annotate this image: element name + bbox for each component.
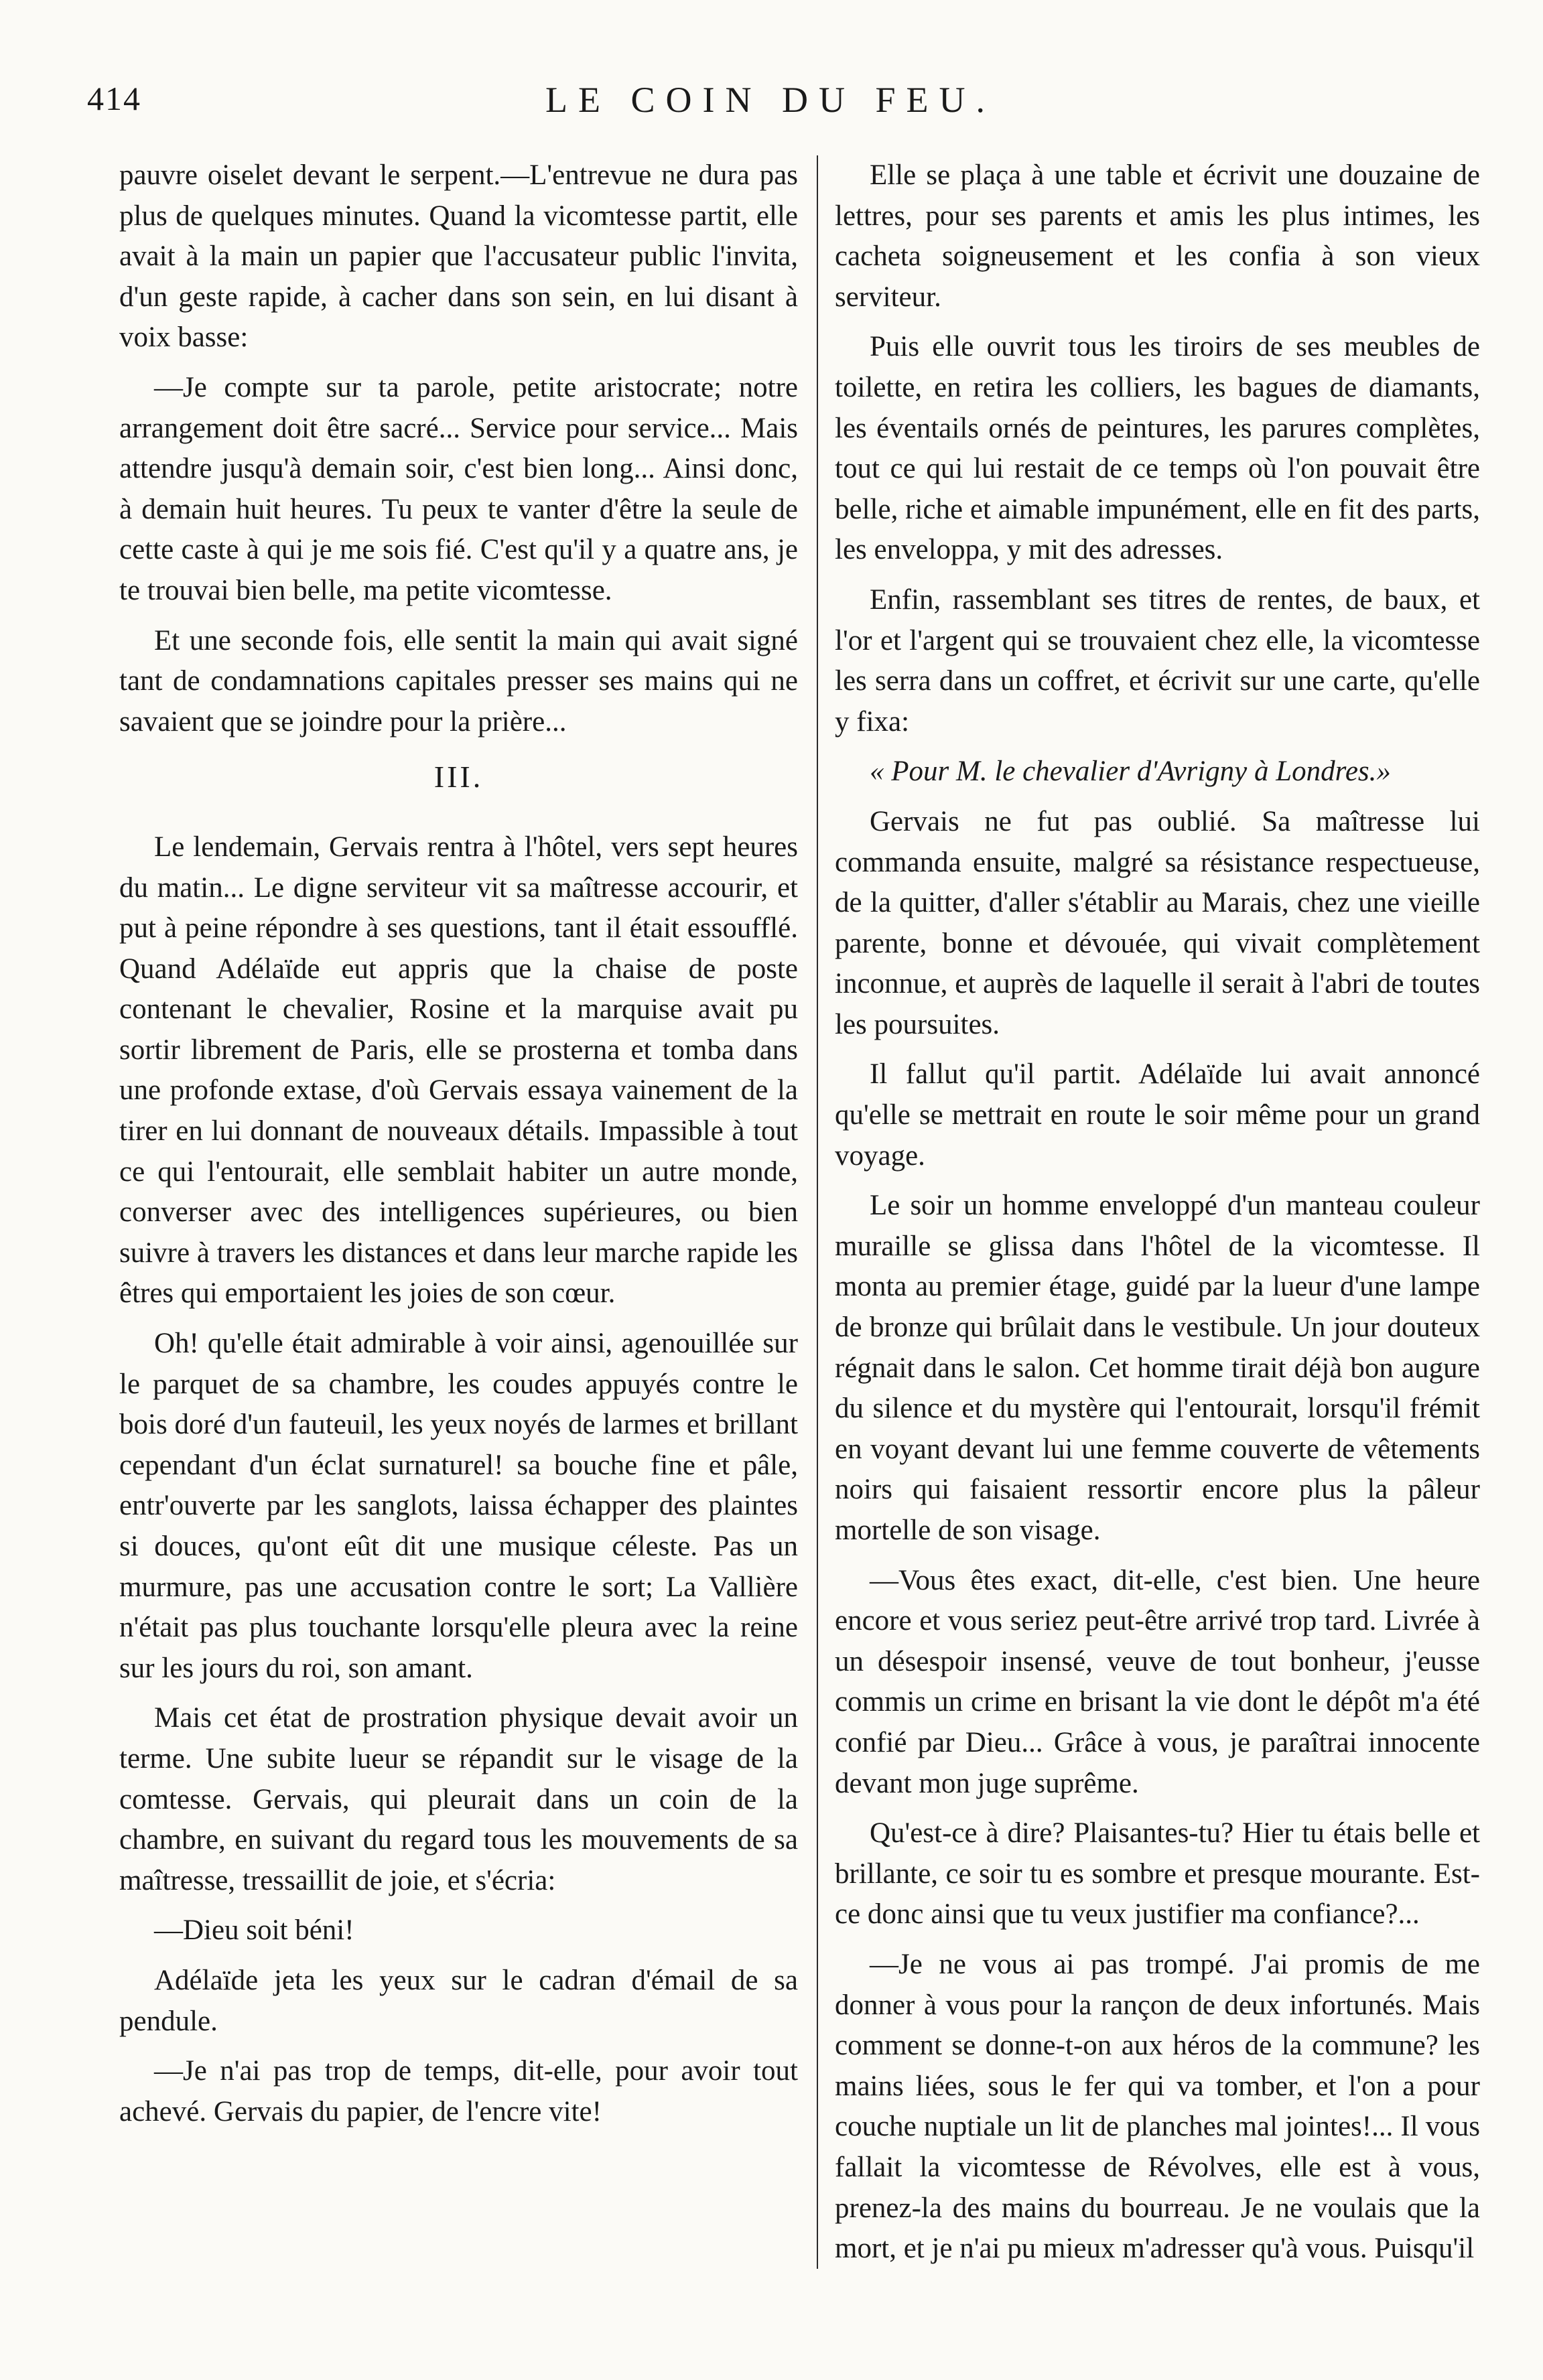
column-divider — [817, 155, 818, 2269]
paragraph: Elle se plaça à une table et écrivit une douzaine de lettres, pour ses parents et amis les plus intimes, les cacheta soigneusement et les confia à son vieux serviteur. — [835, 159, 1480, 313]
paragraph: Enfin, rassemblant ses titres de rentes, de baux, et l'or et l'argent qui se trouvaient chez elle, la vicomtesse les serra dans un coffret, et écrivit sur une carte, qu'elle y fixa: — [835, 583, 1480, 738]
paragraph: Le soir un homme enveloppé d'un manteau couleur muraille se glissa dans l'hôtel de la vicomtesse. Il monta au premier étage, guidé par la lueur d'une lampe de bronze qui brûlait dans le vestibule. Un jour douteux régnait dans le salon. Cet homme tirait déjà bon augure du silence et du mystère qui l'entourait, lorsqu'il frémit en voyant devant lui une femme couverte de vêtements noirs qui faisaient ressortir encore plus la pâleur mortelle de son visage. — [835, 1190, 1480, 1546]
paragraph: —Vous êtes exact, dit-elle, c'est bien. Une heure encore et vous seriez peut-être arrivé trop tard. Livrée à un désespoir insensé, veuve de tout bonheur, j'eusse commis un crime en brisant la vie dont le dépôt m'a été confié par Dieu... Grâce à vous, je paraîtrai innocente devant mon juge suprême. — [835, 1564, 1480, 1799]
paragraph: Et une seconde fois, elle sentit la main qui avait signé tant de condamnations capitales presser ses mains qui ne savaient que se joindre pour la prière... — [119, 624, 798, 738]
paragraph: —Je compte sur ta parole, petite aristocrate; notre arrangement doit être sacré... Service pour service... Mais attendre jusqu'à demain soir, c'est bien long... Ainsi donc, à demain huit heures. Tu peux te vanter d'être la seule de cette caste à qui je me sois fié. C'est qu'il y a quatre ans, je te trouvai bien belle, ma petite vicomtesse. — [119, 371, 798, 606]
running-title: LE COIN DU FEU. — [545, 80, 996, 120]
paragraph: Qu'est-ce à dire? Plaisantes-tu? Hier tu étais belle et brillante, ce soir tu es sombre et presque mourante. Est-ce donc ainsi que tu veux justifier ma confiance?... — [835, 1817, 1480, 1931]
page-number: 414 — [87, 80, 141, 117]
paragraph: —Dieu soit béni! — [154, 1914, 354, 1947]
page-header — [87, 79, 1454, 139]
paragraph: Adélaïde jeta les yeux sur le cadran d'émail de sa pendule. — [119, 1964, 798, 2037]
chapter-heading: III. — [433, 760, 484, 794]
paragraph: Oh! qu'elle était admirable à voir ainsi, agenouillée sur le parquet de sa chambre, les coudes appuyés contre le bois doré d'un fauteuil, les yeux noyés de larmes et brillant cependant d'un éclat surnaturel! sa bouche fine et pâle, entr'ouverte par les sanglots, laissa échapper des plaintes si douces, qu'ont eût dit une musique céleste. Pas un murmure, pas une accusation contre le sort; La Vallière n'était pas plus touchante lorsqu'elle pleura avec la reine sur les jours du roi, son amant. — [119, 1328, 798, 1684]
paragraph: —Je n'ai pas trop de temps, dit-elle, pour avoir tout achevé. Gervais du papier, de l'encre vite! — [119, 2055, 798, 2127]
left-column — [119, 155, 798, 2142]
paragraph: Gervais ne fut pas oublié. Sa maîtresse lui commanda ensuite, malgré sa résistance respectueuse, de la quitter, d'aller s'établir au Marais, chez une vieille parente, bonne et dévouée, qui vivait complètement inconnue, et auprès de laquelle il serait à l'abri de toutes les poursuites. — [835, 805, 1480, 1040]
paragraph: Il fallut qu'il partit. Adélaïde lui avait annoncé qu'elle se mettrait en route le soir même pour un grand voyage. — [835, 1058, 1480, 1172]
paragraph: pauvre oiselet devant le serpent.—L'entrevue ne dura pas plus de quelques minutes. Quand la vicomtesse partit, elle avait à la main un papier que l'accusateur public l'invita, d'un geste rapide, à cacher dans son sein, en lui disant à voix basse: — [119, 159, 798, 354]
paragraph: —Je ne vous ai pas trompé. J'ai promis de me donner à vous pour la rançon de deux infortunés. Mais comment se donne-t-on aux héros de la commune? les mains liées, sous le fer qui va tomber, et l'on a pour couche nuptiale un lit de planches mal jointes!... Il vous fallait la vicomtesse de Révolves, elle est à vous, prenez-la des mains du bourreau. Je ne voulais que la mort, et je n'ai pu mieux m'adresser qu'à vous. Puisqu'il — [835, 1948, 1480, 2265]
address-line: « Pour M. le chevalier d'Avrigny à Londres.» — [870, 756, 1391, 788]
paragraph: Puis elle ouvrit tous les tiroirs de ses meubles de toilette, en retira les colliers, les bagues de diamants, les éventails ornés de peintures, les parures complètes, tout ce qui lui restait de ce temps où l'on pouvait être belle, riche et aimable impunément, elle en fit des parts, les enveloppa, y mit des adresses. — [835, 331, 1480, 566]
paragraph: Mais cet état de prostration physique devait avoir un terme. Une subite lueur se répandit sur le visage de la comtesse. Gervais, qui pleurait dans un coin de la chambre, en suivant du regard tous les mouvements de sa maîtresse, tressaillit de joie, et s'écria: — [119, 1702, 798, 1896]
right-column — [835, 155, 1480, 2279]
paragraph: Le lendemain, Gervais rentra à l'hôtel, vers sept heures du matin... Le digne serviteur vit sa maîtresse accourir, et put à peine répondre à ses questions, tant il était essoufflé. Quand Adélaïde eut appris que la chaise de poste contenant le chevalier, Rosine et la marquise avait pu sortir librement de Paris, elle se prosterna et tomba dans une profonde extase, d'où Gervais essaya vainement de la tirer en lui donnant de nouveaux détails. Impassible à tout ce qui l'entourait, elle semblait habiter un autre monde, converser avec des intelligences supérieures, ou bien suivre à travers les distances et dans leur marche rapide les êtres qui emportaient les joies de son cœur. — [119, 831, 798, 1310]
